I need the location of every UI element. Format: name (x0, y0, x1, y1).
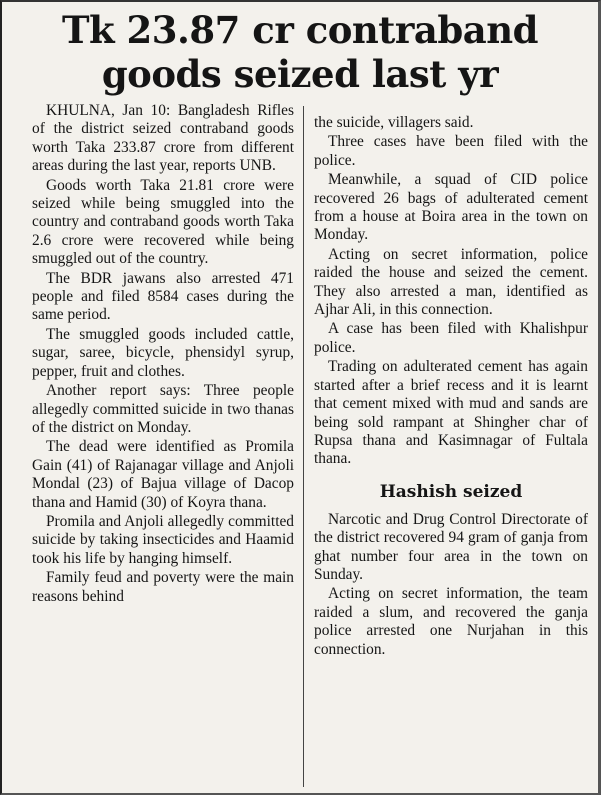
paragraph: Acting on secret information, police raided the house and seized the cement. They also arrested a man, identified as Ajhar Ali, in this connection. (314, 245, 588, 319)
paragraph: Trading on adulterated cement has again started after a brief recess and it is learnt that cement mixed with mud and sands are being sold rampant at Shingher char of Rupsa thana and Kasimnagar of Fultala thana. (314, 358, 588, 468)
article-body (2, 102, 598, 793)
paragraph: Promila and Anjoli allegedly committed suicide by taking insecticides and Haamid took his life by hanging himself. (32, 512, 294, 567)
paragraph: The BDR jawans also arrested 471 people and filed 8584 cases during the same period. (32, 269, 294, 324)
paragraph: Goods worth Taka 21.81 crore were seized while being smuggled into the country and contraband goods worth Taka 2.6 crore were recovered while being smuggled out of the country. (32, 176, 294, 268)
left-column (32, 102, 294, 606)
paragraph: A case has been filed with Khalishpur police. (314, 320, 588, 356)
headline (2, 2, 598, 96)
paragraph-continuation: the suicide, villagers said. (314, 114, 474, 131)
paragraph: Narcotic and Drug Control Directorate of the district recovered 94 gram of ganja from ghat number four area in the town on Sunday. (314, 510, 588, 583)
paragraph: Meanwhile, a squad of CID police recovered 26 bags of adulterated cement from a house at Boira area in the town on Monday. (314, 171, 588, 244)
paragraph: The smuggled goods included cattle, sugar, saree, bicycle, phensidyl syrup, pepper, fruit and clothes. (32, 325, 294, 380)
paragraph: Acting on secret information, the team raided a slum, and recovered the ganja police arrested one Nurjahan in this connection. (314, 585, 588, 658)
paragraph: Another report says: Three people allegedly committed suicide in two thanas of the district on Monday. (32, 382, 294, 436)
headline-line-1: Tk 23.87 cr contraband (62, 8, 538, 52)
paragraph: KHULNA, Jan 10: Bangladesh Rifles of the district seized contraband goods worth Taka 233.87 crore from different areas during the last year, reports UNB. (32, 102, 294, 175)
headline-line-2: goods seized last yr (101, 52, 499, 96)
column-divider (303, 106, 304, 787)
paragraph: The dead were identified as Promila Gain (41) of Rajanagar village and Anjoli Mondal (23) of Bajua village of Dacop thana and Hamid (30) of Koyra thana. (32, 438, 294, 511)
paragraph: Family feud and poverty were the main reasons behind (32, 569, 294, 605)
paragraph: Three cases have been filed with the police. (314, 133, 588, 169)
right-column (314, 114, 588, 659)
subheading: Hashish seized (379, 481, 523, 502)
